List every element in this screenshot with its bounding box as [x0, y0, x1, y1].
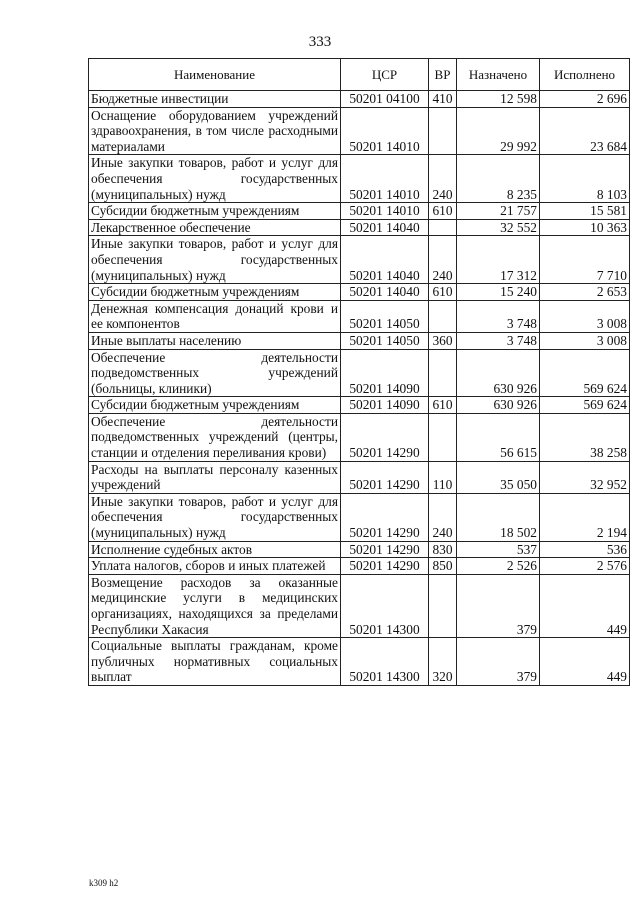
cell-vr: 610: [429, 397, 457, 414]
table-row: [89, 155, 630, 203]
cell-csr: 50201 14290: [341, 413, 429, 461]
cell-assigned: 3 748: [457, 300, 540, 332]
cell-assigned: 15 240: [457, 284, 540, 301]
cell-assigned: 630 926: [457, 349, 540, 397]
table-row: [89, 107, 630, 155]
cell-assigned: 21 757: [457, 203, 540, 220]
cell-assigned: 18 502: [457, 493, 540, 541]
header-vr: ВР: [429, 59, 457, 91]
header-executed: Исполнено: [540, 59, 630, 91]
cell-executed: 8 103: [540, 155, 630, 203]
cell-vr: 850: [429, 558, 457, 575]
cell-vr: [429, 300, 457, 332]
cell-vr: 360: [429, 332, 457, 349]
table-row: [89, 413, 630, 461]
cell-csr: 50201 14040: [341, 236, 429, 284]
cell-name: Иные закупки товаров, работ и услуг для обеспечения государственных (муниципальных) нужд: [89, 236, 341, 284]
cell-assigned: 35 050: [457, 461, 540, 493]
cell-executed: 569 624: [540, 349, 630, 397]
cell-assigned: 2 526: [457, 558, 540, 575]
cell-name: Субсидии бюджетным учреждениям: [89, 284, 341, 301]
cell-assigned: 630 926: [457, 397, 540, 414]
cell-vr: 110: [429, 461, 457, 493]
cell-executed: 449: [540, 574, 630, 637]
cell-csr: 50201 14010: [341, 203, 429, 220]
cell-csr: 50201 14040: [341, 219, 429, 236]
cell-assigned: 379: [457, 574, 540, 637]
cell-name: Оснащение оборудованием учреждений здравоохранения, в том числе расходными материалами: [89, 107, 341, 155]
cell-vr: [429, 413, 457, 461]
cell-executed: 449: [540, 638, 630, 686]
cell-executed: 38 258: [540, 413, 630, 461]
cell-executed: 569 624: [540, 397, 630, 414]
header-name: Наименование: [89, 59, 341, 91]
cell-assigned: 17 312: [457, 236, 540, 284]
cell-name: Субсидии бюджетным учреждениям: [89, 203, 341, 220]
cell-vr: 240: [429, 155, 457, 203]
cell-vr: 240: [429, 236, 457, 284]
cell-assigned: 29 992: [457, 107, 540, 155]
cell-executed: 3 008: [540, 332, 630, 349]
cell-vr: [429, 349, 457, 397]
cell-executed: 32 952: [540, 461, 630, 493]
footer-code: k309 h2: [89, 878, 119, 888]
header-csr: ЦСР: [341, 59, 429, 91]
cell-vr: [429, 574, 457, 637]
cell-name: Расходы на выплаты персоналу казенных учреждений: [89, 461, 341, 493]
cell-assigned: 8 235: [457, 155, 540, 203]
table-row: [89, 558, 630, 575]
table-row: [89, 493, 630, 541]
cell-assigned: 379: [457, 638, 540, 686]
cell-executed: 3 008: [540, 300, 630, 332]
cell-name: Исполнение судебных актов: [89, 541, 341, 558]
cell-executed: 7 710: [540, 236, 630, 284]
cell-name: Социальные выплаты гражданам, кроме публичных нормативных социальных выплат: [89, 638, 341, 686]
table-row: [89, 461, 630, 493]
cell-csr: 50201 14300: [341, 574, 429, 637]
table-row: [89, 332, 630, 349]
cell-executed: 10 363: [540, 219, 630, 236]
cell-csr: 50201 14300: [341, 638, 429, 686]
cell-vr: 610: [429, 284, 457, 301]
cell-name: Иные закупки товаров, работ и услуг для обеспечения государственных (муниципальных) нужд: [89, 155, 341, 203]
cell-assigned: 12 598: [457, 91, 540, 108]
cell-vr: 830: [429, 541, 457, 558]
cell-csr: 50201 14040: [341, 284, 429, 301]
table-row: [89, 541, 630, 558]
cell-vr: 410: [429, 91, 457, 108]
cell-name: Обеспечение деятельности подведомственных учреждений (больницы, клиники): [89, 349, 341, 397]
table-row: [89, 219, 630, 236]
table-row: [89, 574, 630, 637]
cell-executed: 536: [540, 541, 630, 558]
table-row: [89, 638, 630, 686]
cell-csr: 50201 14050: [341, 300, 429, 332]
table-row: [89, 349, 630, 397]
table-row: [89, 300, 630, 332]
table-row: [89, 397, 630, 414]
cell-executed: 23 684: [540, 107, 630, 155]
cell-executed: 2 194: [540, 493, 630, 541]
budget-table: [88, 58, 630, 686]
cell-vr: [429, 107, 457, 155]
cell-name: Субсидии бюджетным учреждениям: [89, 397, 341, 414]
cell-csr: 50201 14290: [341, 493, 429, 541]
table-row: [89, 203, 630, 220]
cell-vr: 240: [429, 493, 457, 541]
cell-name: Денежная компенсация донаций крови и ее компонентов: [89, 300, 341, 332]
cell-csr: 50201 14090: [341, 349, 429, 397]
cell-csr: 50201 14290: [341, 541, 429, 558]
cell-vr: 320: [429, 638, 457, 686]
cell-executed: 2 696: [540, 91, 630, 108]
cell-name: Бюджетные инвестиции: [89, 91, 341, 108]
cell-assigned: 537: [457, 541, 540, 558]
cell-executed: 2 576: [540, 558, 630, 575]
cell-assigned: 32 552: [457, 219, 540, 236]
cell-assigned: 3 748: [457, 332, 540, 349]
cell-name: Обеспечение деятельности подведомственных учреждений (центры, станции и отделения переливания крови): [89, 413, 341, 461]
cell-vr: [429, 219, 457, 236]
cell-executed: 15 581: [540, 203, 630, 220]
cell-assigned: 56 615: [457, 413, 540, 461]
cell-name: Лекарственное обеспечение: [89, 219, 341, 236]
page-number: 333: [308, 34, 332, 50]
table-row: [89, 236, 630, 284]
cell-csr: 50201 14090: [341, 397, 429, 414]
cell-executed: 2 653: [540, 284, 630, 301]
cell-name: Иные выплаты населению: [89, 332, 341, 349]
cell-vr: 610: [429, 203, 457, 220]
cell-name: Возмещение расходов за оказанные медицинские услуги в медицинских организациях, находящихся за пределами Республики Хакасия: [89, 574, 341, 637]
cell-name: Уплата налогов, сборов и иных платежей: [89, 558, 341, 575]
header-assigned: Назначено: [457, 59, 540, 91]
table-header-row: [89, 59, 630, 91]
cell-csr: 50201 14290: [341, 558, 429, 575]
cell-csr: 50201 04100: [341, 91, 429, 108]
table-body: [89, 91, 630, 686]
table-row: [89, 284, 630, 301]
cell-name: Иные закупки товаров, работ и услуг для обеспечения государственных (муниципальных) нужд: [89, 493, 341, 541]
cell-csr: 50201 14010: [341, 107, 429, 155]
cell-csr: 50201 14050: [341, 332, 429, 349]
cell-csr: 50201 14010: [341, 155, 429, 203]
cell-csr: 50201 14290: [341, 461, 429, 493]
table-row: [89, 91, 630, 108]
